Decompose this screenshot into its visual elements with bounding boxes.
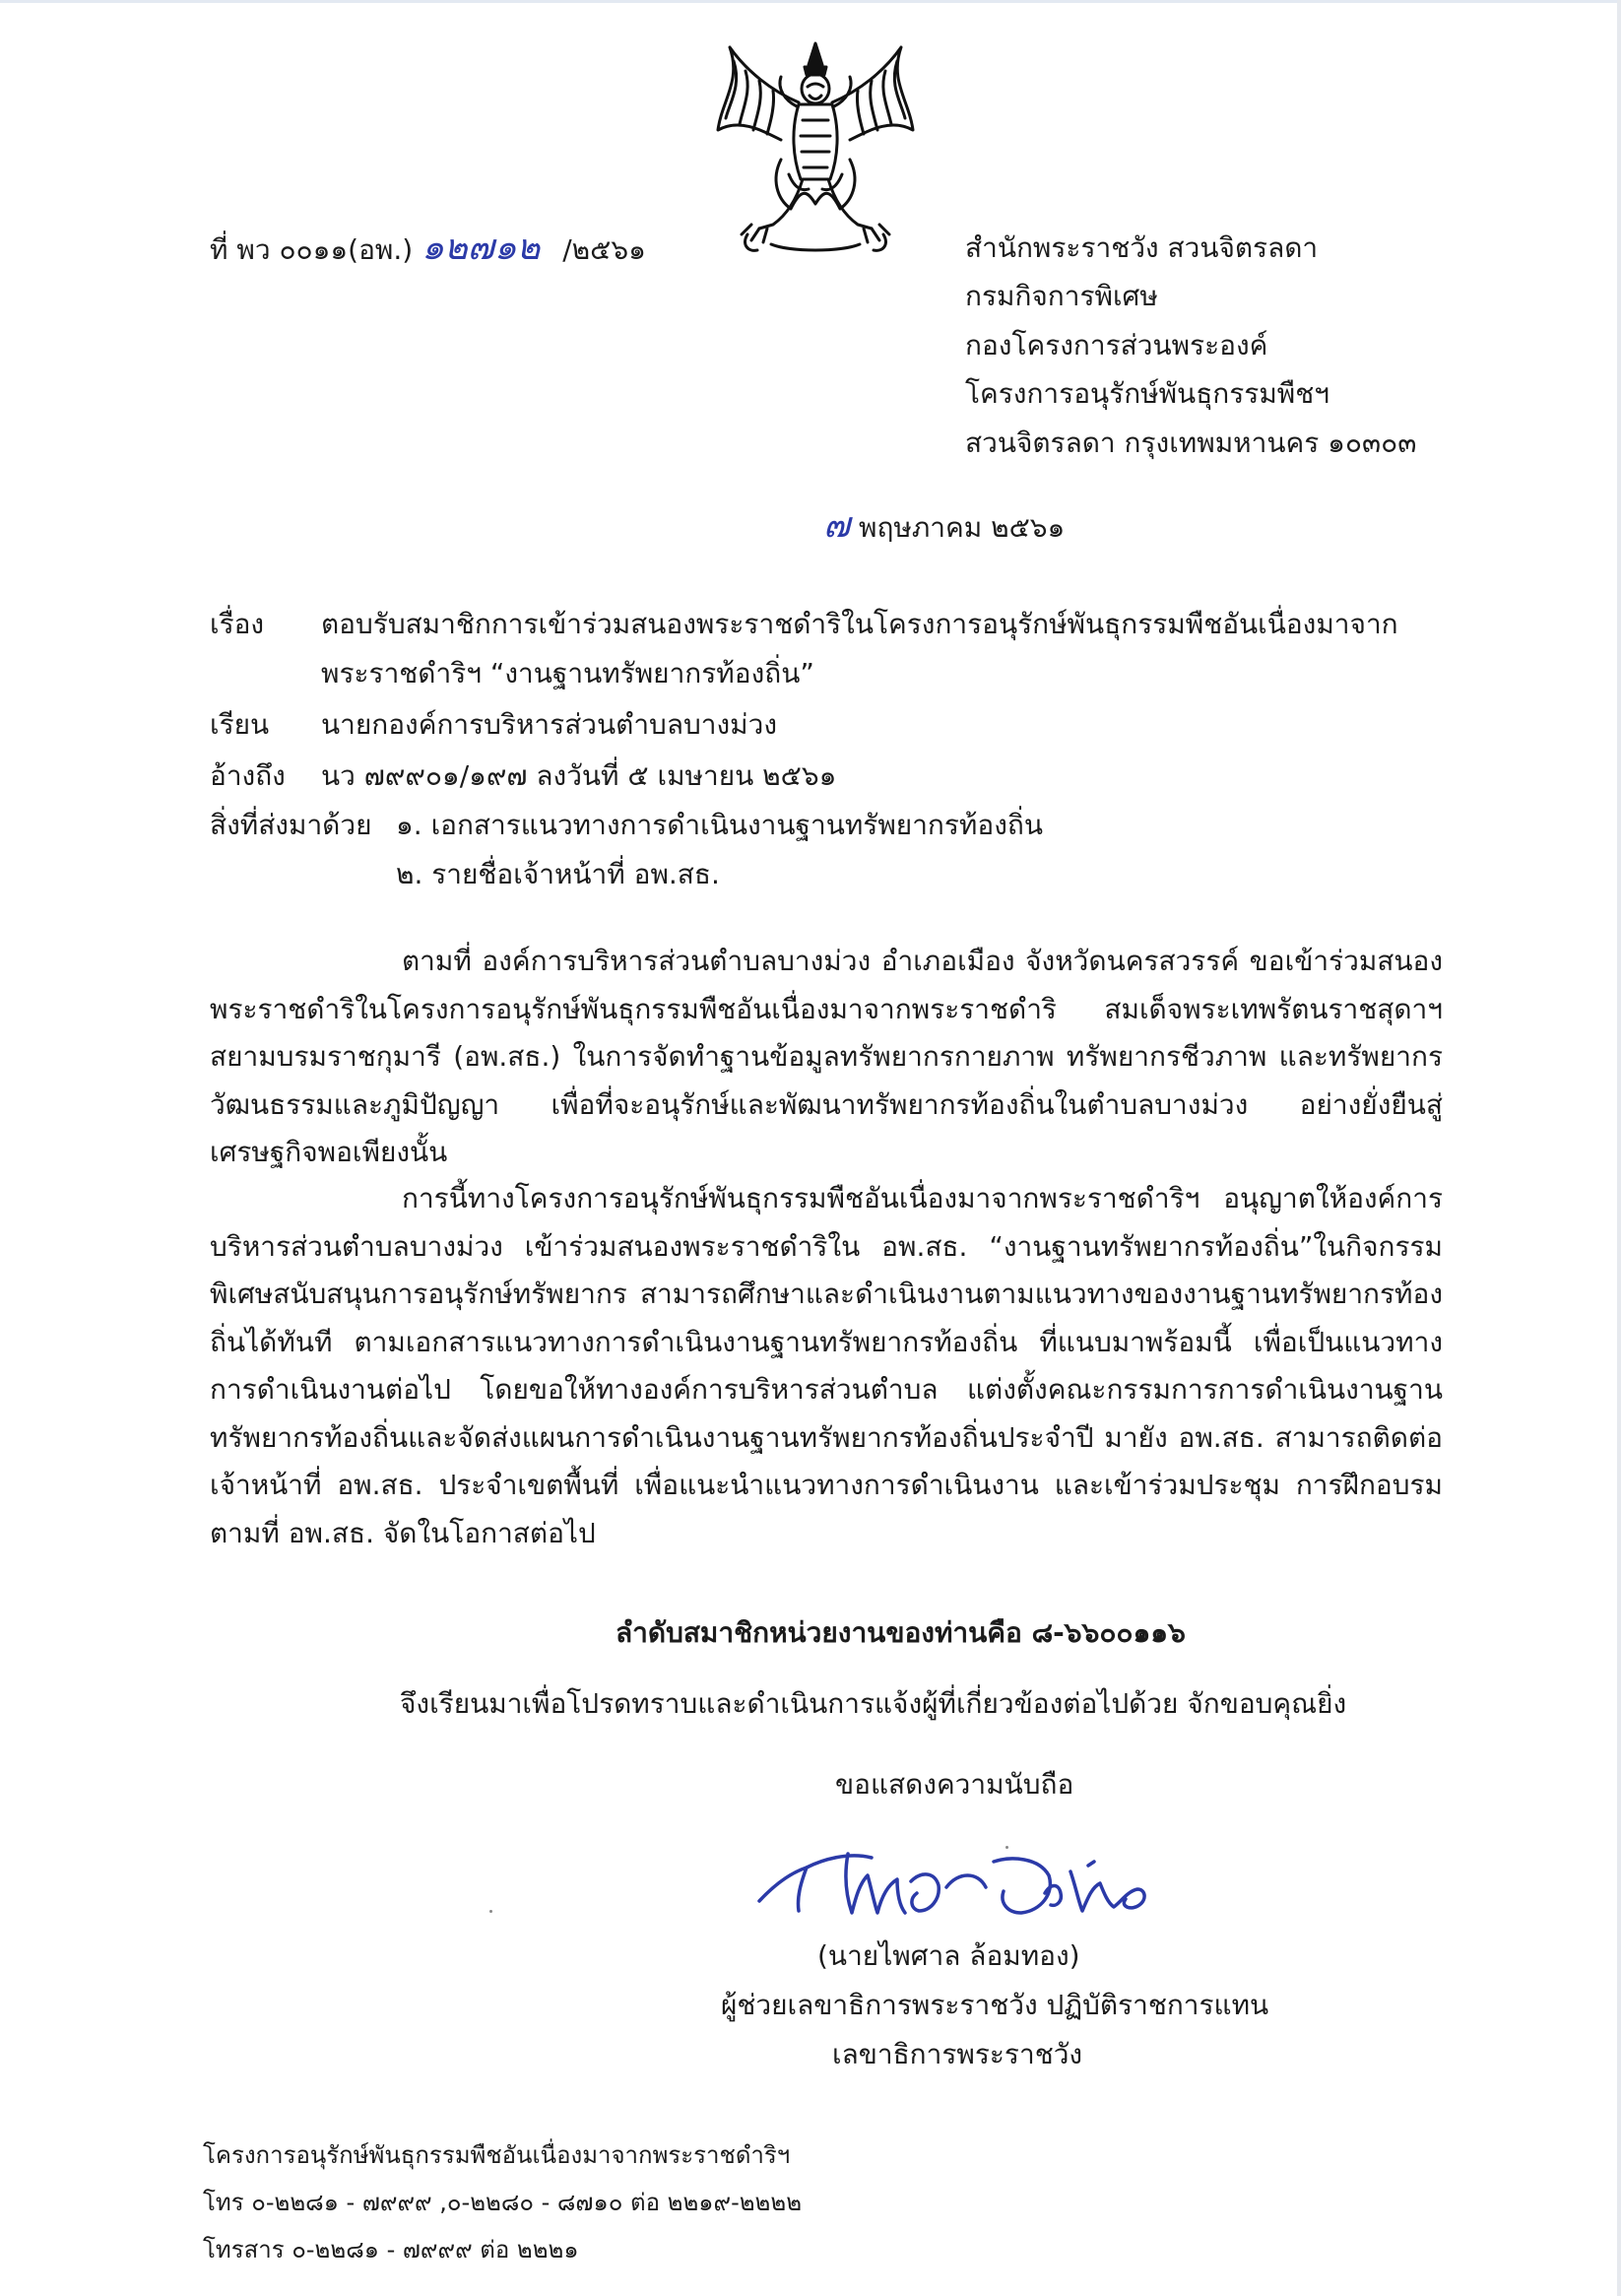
address-line: กองโครงการส่วนพระองค์ — [965, 329, 1268, 361]
subject-label: เรื่อง — [210, 608, 265, 640]
right-edge-line — [1617, 0, 1621, 2296]
enclosure-item: ๑. เอกสารแนวทางการดำเนินงานฐานทรัพยากรท้องถิ่น — [396, 809, 1043, 841]
address-line: กรมกิจการพิเศษ — [965, 280, 1158, 312]
address-line: สวนจิตรลดา กรุงเทพมหานคร ๑๐๓๐๓ — [965, 426, 1417, 459]
closing-salutation: ขอแสดงความนับถือ — [835, 1768, 1074, 1801]
footer-phone: โทร ๐-๒๒๘๑ - ๗๙๙๙ ,๐-๒๒๘๐ - ๘๗๑๐ ต่อ ๒๒๑๙-๒๒๒๒ — [203, 2189, 803, 2216]
closing-request: จึงเรียนมาเพื่อโปรดทราบและดำเนินการแจ้งผู้ที่เกี่ยวข้องต่อไปด้วย จักขอบคุณยิ่ง — [400, 1687, 1347, 1720]
body-paragraph — [210, 1175, 1443, 1557]
body-paragraph — [210, 938, 1443, 1177]
signatory-title: ผู้ช่วยเลขาธิการพระราชวัง ปฏิบัติราชการแทน — [721, 1989, 1269, 2021]
footer-organization: โครงการอนุรักษ์พันธุกรรมพืชอันเนื่องมาจากพระราชดำริฯ — [203, 2141, 791, 2169]
address-line: สำนักพระราชวัง สวนจิตรลดา — [965, 231, 1319, 264]
scan-speck — [1005, 1846, 1008, 1849]
recipient-label: เรียน — [210, 708, 270, 741]
garuda-emblem-icon — [712, 41, 919, 258]
reference-label: อ้างถึง — [210, 759, 286, 792]
body-paragraph-text: การนี้ทางโครงการอนุรักษ์พันธุกรรมพืชอันเนื่องมาจากพระราชดำริฯ อนุญาตให้องค์การบริหารส่วนตำบลบางม่วง เข้าร่วมสนองพระราชดำริใน อพ.สธ. “งานฐานทรัพยากรท้องถิ่น”ในกิจกรรมพิเศษสนับสนุนการอนุรักษ์ทรัพยากร สามารถศึกษาและดำเนินงานตามแนวทางของงานฐานทรัพยากรท้องถิ่นได้ทันที ตามเอกสารแนวทางการดำเนินงานฐานทรัพยากรท้องถิ่น ที่แนบมาพร้อมนี้ เพื่อเป็นแนวทางการดำเนินงานต่อไป โดยขอให้ทางองค์การบริหารส่วนตำบล แต่งตั้งคณะกรรมการการดำเนินงานฐานทรัพยากรท้องถิ่นและจัดส่งแผนการดำเนินงานฐานทรัพยากรท้องถิ่นประจำปี มายัง อพ.สธ. สามารถติดต่อเจ้าหน้าที่ อพ.สธ. ประจำเขตพื้นที่ เพื่อแนะนำแนวทางการดำเนินงาน และเข้าร่วมประชุม การฝึกอบรม ตามที่ อพ.สธ. จัดในโอกาสต่อไป — [210, 1182, 1443, 1549]
signatory-title: เลขาธิการพระราชวัง — [832, 2038, 1083, 2070]
reference-handwritten-number: ๑๒๗๑๒ — [421, 228, 541, 268]
enclosure-item: ๒. รายชื่อเจ้าหน้าที่ อพ.สธ. — [396, 858, 720, 890]
footer-fax: โทรสาร ๐-๒๒๘๑ - ๗๙๙๙ ต่อ ๒๒๒๑ — [203, 2236, 579, 2263]
scan-speck — [489, 1910, 492, 1913]
reference-number — [210, 230, 646, 268]
member-number-line: ลำดับสมาชิกหน่วยงานของท่านคือ ๘-๖๖๐๐๑๑๖ — [616, 1616, 1186, 1649]
reference-suffix: /๒๕๖๑ — [562, 233, 646, 266]
date-month-year: พฤษภาคม ๒๕๖๑ — [858, 511, 1066, 544]
reference-prefix: ที่ พว ๐๐๑๑(อพ.) — [210, 233, 414, 266]
letter-date — [823, 505, 1066, 546]
body-paragraph-text: ตามที่ องค์การบริหารส่วนตำบลบางม่วง อำเภอเมือง จังหวัดนครสวรรค์ ขอเข้าร่วมสนองพระราชดำริในโครงการอนุรักษ์พันธุกรรมพืชอันเนื่องมาจากพระราชดำริ สมเด็จพระเทพรัตนราชสุดาฯ สยามบรมราชกุมารี (อพ.สธ.) ในการจัดทำฐานข้อมูลทรัพยากรกายภาพ ทรัพยากรชีวภาพ และทรัพยากรวัฒนธรรมและภูมิปัญญา เพื่อที่จะอนุรักษ์และพัฒนาทรัพยากรท้องถิ่นในตำบลบางม่วง อย่างยั่งยืนสู่เศรษฐกิจพอเพียงนั้น — [210, 945, 1443, 1168]
enclosures-label: สิ่งที่ส่งมาด้วย — [210, 809, 372, 841]
subject-line: พระราชดำริฯ “งานฐานทรัพยากรท้องถิ่น” — [321, 657, 814, 689]
date-day-handwritten: ๗ — [823, 505, 851, 546]
recipient-text: นายกองค์การบริหารส่วนตำบลบางม่วง — [321, 708, 777, 741]
signatory-name: (นายไพศาล ล้อมทอง) — [817, 1939, 1080, 1972]
reference-text: นว ๗๙๙๐๑/๑๙๗ ลงวันที่ ๕ เมษายน ๒๕๖๑ — [321, 759, 837, 792]
top-edge-line — [0, 0, 1621, 3]
subject-line: ตอบรับสมาชิกการเข้าร่วมสนองพระราชดำริในโครงการอนุรักษ์พันธุกรรมพืชอันเนื่องมาจาก — [321, 608, 1398, 640]
handwritten-signature-icon — [753, 1832, 1167, 1940]
address-line: โครงการอนุรักษ์พันธุกรรมพืชฯ — [965, 377, 1329, 410]
